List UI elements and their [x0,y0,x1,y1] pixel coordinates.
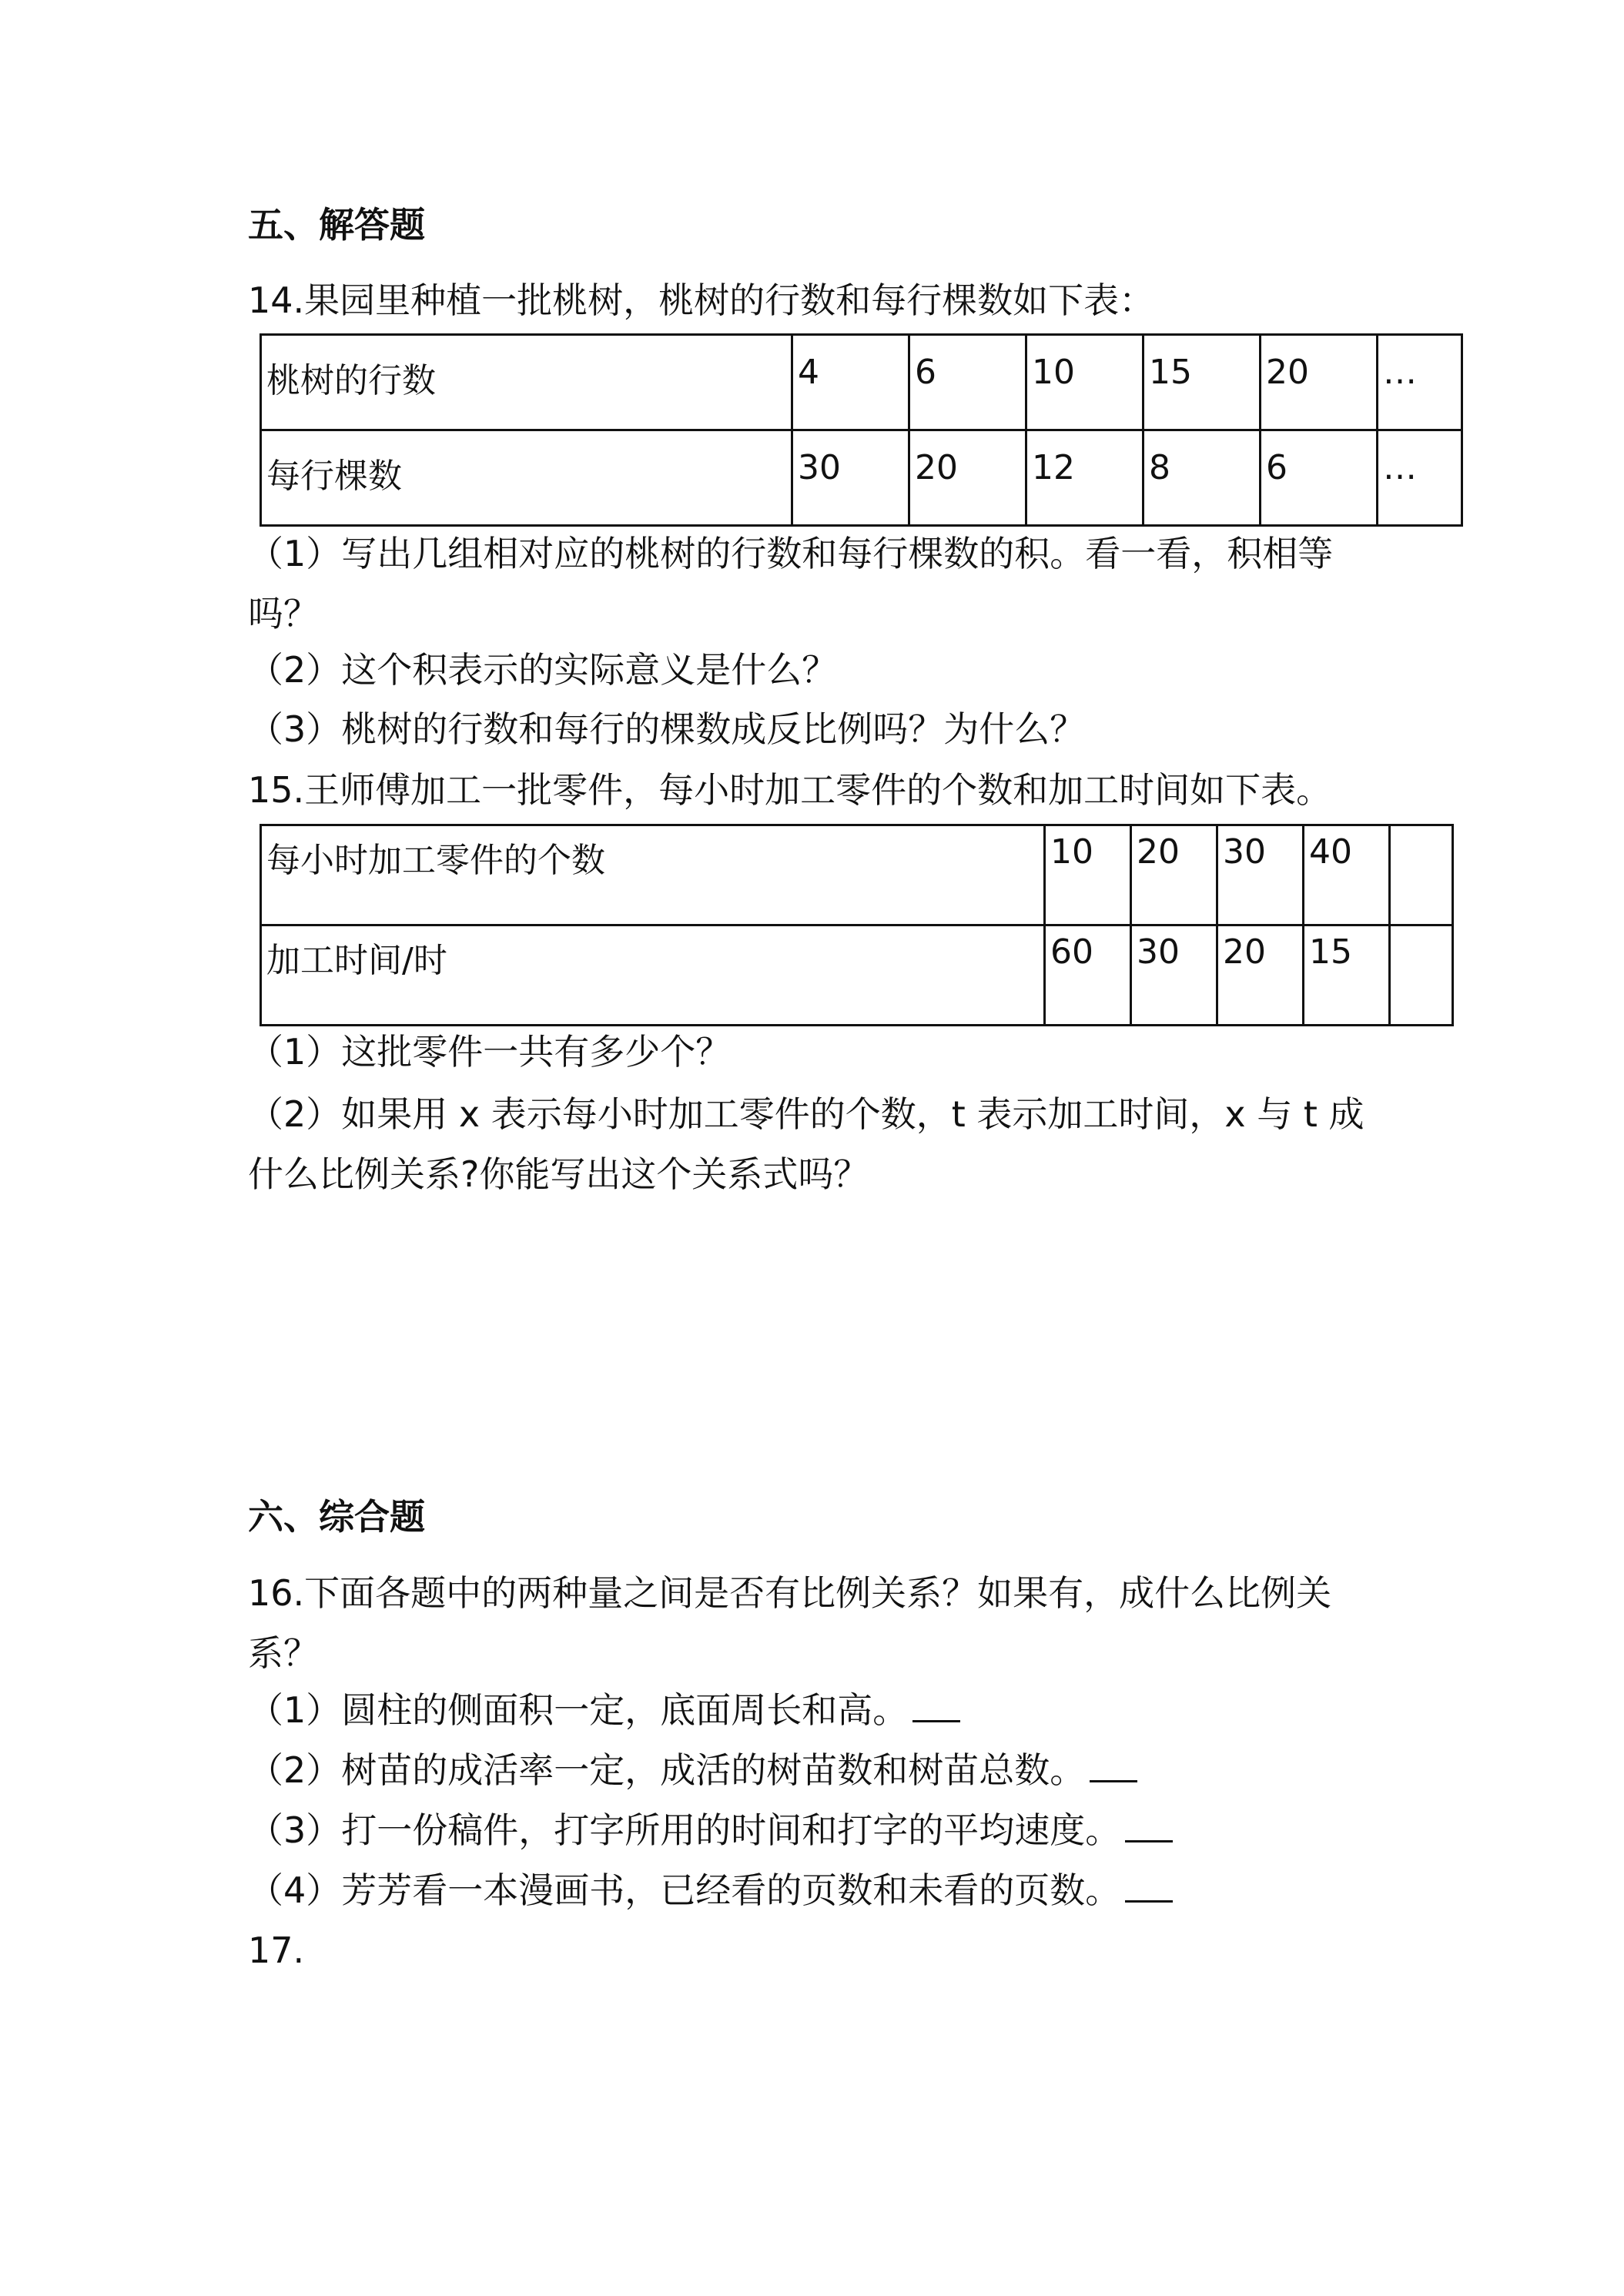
question-15-stem: 15.王师傅加工一批零件，每小时加工零件的个数和加工时间如下表。 [248,769,1332,811]
q16-sub-4-text: （4）芳芳看一本漫画书，已经看的页数和未看的页数。 [248,1869,1121,1911]
section-heading-5: 五、解答题 [248,204,425,246]
q15-cell: 20 [1131,825,1217,925]
question-14-stem: 14.果园里种植一批桃树，桃树的行数和每行棵数如下表： [248,279,1155,321]
q14-cell: 12 [1026,430,1143,526]
q15-cell [1390,925,1453,1026]
q14-sub-1: （1）写出几组相对应的桃树的行数和每行棵数的积。看一看，积相等吗？ [248,533,1334,634]
q14-cell: 4 [792,335,909,430]
q14-sub-2: （2）这个积表示的实际意义是什么？ [248,649,838,691]
q15-sub-1: （1）这批零件一共有多少个？ [248,1031,732,1073]
q15-cell: 15 [1304,925,1390,1026]
q16-sub-2 [248,1746,1137,1793]
answer-blank[interactable] [912,1686,960,1722]
q14-sub-3: （3）桃树的行数和每行的棵数成反比例吗？为什么？ [248,708,1086,750]
question-17-stem: 17. [248,1930,305,1971]
q15-cell: 20 [1217,925,1304,1026]
q16-sub-2-text: （2）树苗的成活率一定，成活的树苗数和树苗总数。 [248,1749,1086,1791]
q14-cell: 6 [909,335,1026,430]
q14-cell: 8 [1143,430,1261,526]
q15-row2-label: 加工时间/时 [261,925,1045,1026]
answer-blank[interactable] [1125,1866,1173,1903]
q14-cell: … [1378,335,1462,430]
q15-cell: 30 [1131,925,1217,1026]
q15-cell: 60 [1045,925,1131,1026]
q15-cell: 30 [1217,825,1304,925]
q14-row1-label: 桃树的行数 [261,335,792,430]
q14-table-row-rows [261,335,1462,430]
section-heading-6: 六、综合题 [248,1496,425,1538]
q16-sub-4 [248,1866,1173,1913]
q14-cell: 30 [792,430,909,526]
q15-cell [1390,825,1453,925]
q15-table [260,824,1454,1026]
question-16-stem: 16.下面各题中的两种量之间是否有比例关系？如果有，成什么比例关系？ [248,1572,1332,1674]
q15-cell: 10 [1045,825,1131,925]
q16-sub-1-text: （1）圆柱的侧面积一定，底面周长和高。 [248,1689,909,1731]
q14-cell: … [1378,430,1462,526]
q14-table [260,333,1463,527]
q15-table-row-rate [261,825,1453,925]
q16-sub-3-text: （3）打一份稿件，打字所用的时间和打字的平均速度。 [248,1809,1121,1851]
q14-row2-label: 每行棵数 [261,430,792,526]
answer-blank[interactable] [1125,1806,1173,1842]
q14-cell: 20 [1261,335,1378,430]
q15-row1-label: 每小时加工零件的个数 [261,825,1045,925]
q15-sub-2: （2）如果用 x 表示每小时加工零件的个数，t 表示加工时间，x 与 t 成什么比例关系?你能写出这个关系式吗？ [248,1093,1364,1195]
q16-sub-1 [248,1686,960,1733]
q14-cell: 6 [1261,430,1378,526]
q14-cell: 20 [909,430,1026,526]
q14-cell: 15 [1143,335,1261,430]
q15-table-row-time [261,925,1453,1026]
q14-table-row-per-row [261,430,1462,526]
q16-sub-3 [248,1806,1173,1853]
q14-cell: 10 [1026,335,1143,430]
answer-blank[interactable] [1090,1746,1137,1782]
q15-cell: 40 [1304,825,1390,925]
